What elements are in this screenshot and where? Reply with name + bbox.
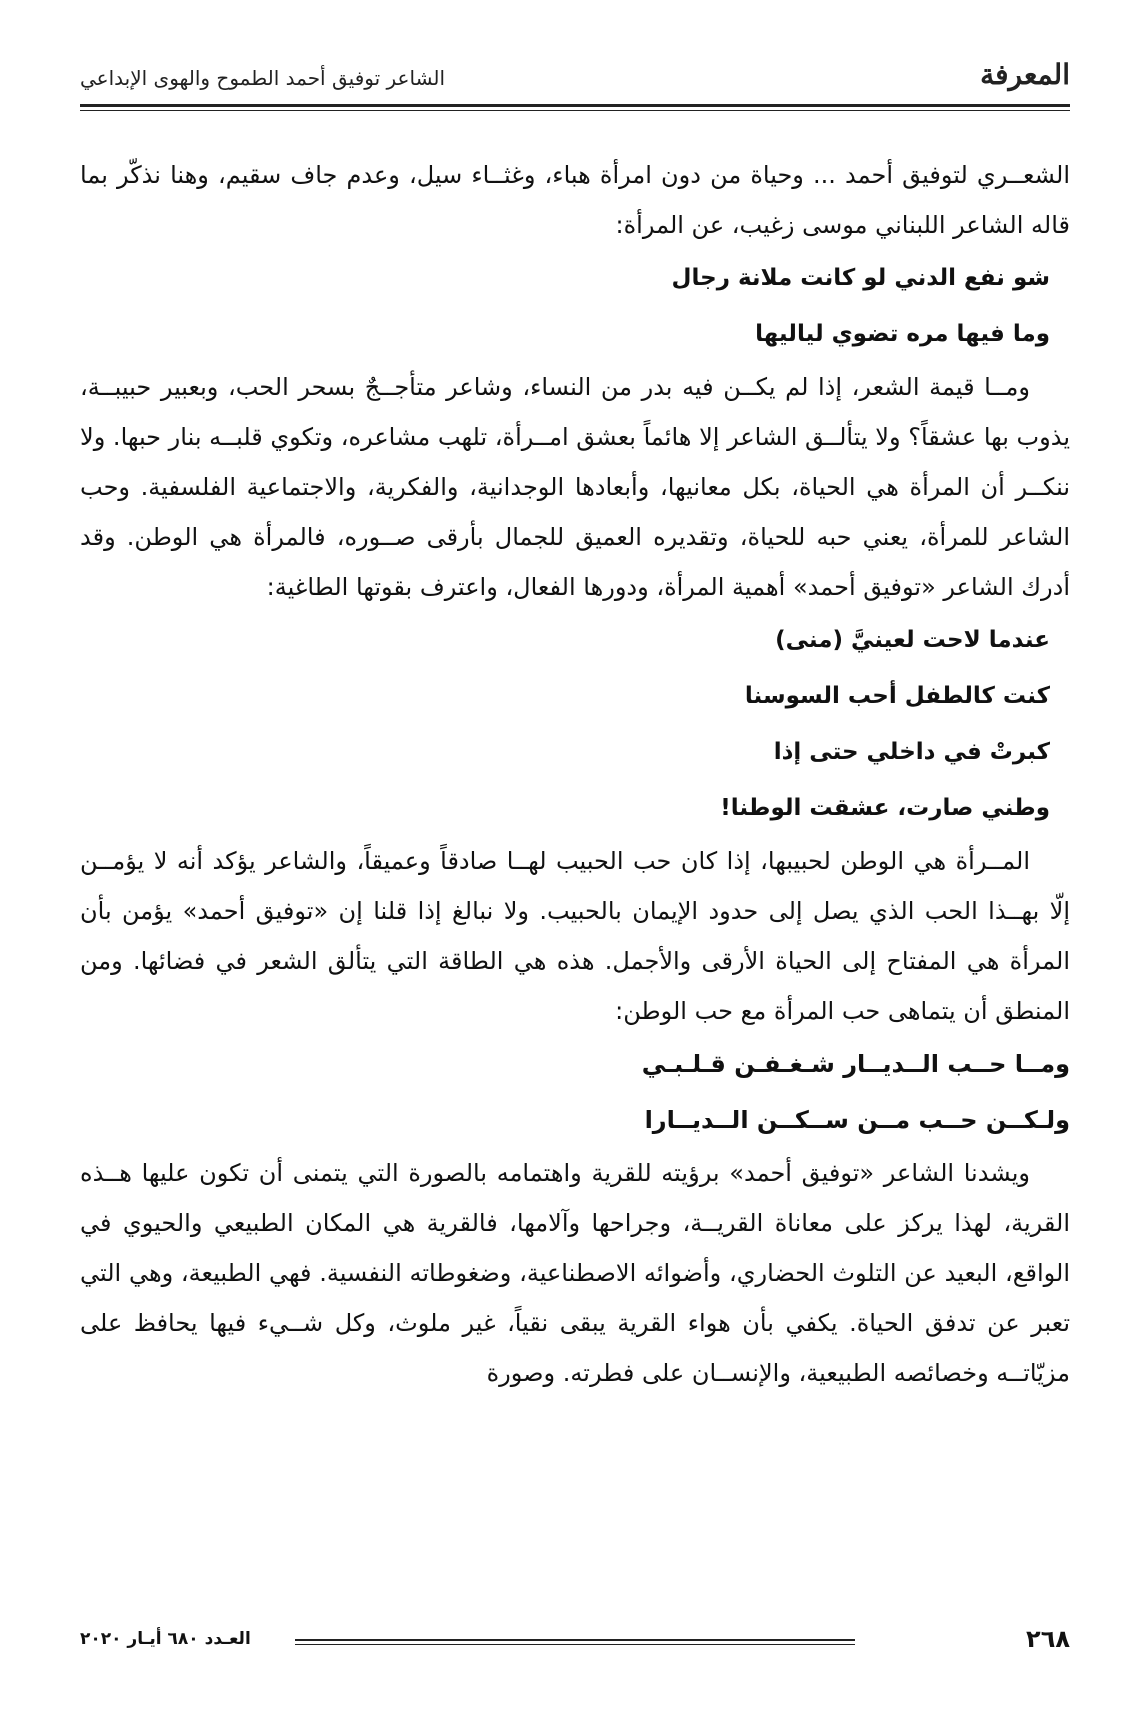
couplet-line-1: ومــا حــب الــديــار شـغـفـن قـلـبـي bbox=[641, 1050, 1070, 1078]
paragraph-2: ومــا قيمة الشعر، إذا لم يكــن فيه بدر من النساء، وشاعر متأجــجٌ بسحر الحب، وبعبير حبيبــة، يذوب بها عشقاً؟ ولا يتألــق الشاعر إلا هائماً بعشق امــرأة، تلهب مشاعره، وتكوي قلبــه بنار حبها. ولا ننكــر أن المرأة هي الحياة، بكل معانيها، وأبعادها الوجدانية، والفكرية، والاجتماعية الفلسفية. وحب الشاعر للمرأة، يعني حبه للحياة، وتقديره العميق للجمال بأرقى صــوره، فالمرأة هي الوطن. وقد أدرك الشاعر «توفيق أحمد» أهمية المرأة، ودورها الفعال، واعترف بقوتها الطاغية: bbox=[80, 373, 1070, 601]
page-footer bbox=[80, 1625, 1070, 1665]
header-rule-thick bbox=[80, 104, 1070, 107]
verse-line-1: شو نفع الدني لو كانت ملانة رجال bbox=[671, 265, 1050, 291]
verse-line-5: كبرتْ في داخلي حتى إذا bbox=[773, 739, 1050, 765]
header-rule-thin bbox=[80, 110, 1070, 111]
verse-line-2: وما فيها مره تضوي لياليها bbox=[755, 321, 1050, 347]
article-body bbox=[80, 150, 1070, 1398]
footer-rule bbox=[295, 1639, 855, 1645]
paragraph-1: الشعــري لتوفيق أحمد ... وحياة من دون امرأة هباء، وغثــاء سيل، وعدم جاف سقيم، وهنا نذكّر بما قاله الشاعر اللبناني موسى زغيب، عن المرأة: bbox=[80, 161, 1070, 239]
issue-info: العـدد ٦٨٠ أيـار ٢٠٢٠ bbox=[80, 1629, 251, 1649]
magazine-logo: المعرفة bbox=[980, 58, 1070, 91]
running-title: الشاعر توفيق أحمد الطموح والهوى الإبداعي bbox=[80, 66, 446, 90]
verse-line-4: كنت كالطفل أحب السوسنا bbox=[744, 683, 1050, 709]
couplet-line-2: ولـكــن حــب مــن ســكــن الــديــارا bbox=[644, 1106, 1070, 1134]
paragraph-4: ويشدنا الشاعر «توفيق أحمد» برؤيته للقرية واهتمامه بالصورة التي يتمنى أن تكون عليها هــذه القرية، لهذا يركز على معاناة القريــة، وجراحها وآلامها، فالقرية هي المكان الطبيعي والحيوي في الواقع، البعيد عن التلوث الحضاري، وأضوائه الاصطناعية، وضغوطاته النفسية. فهي الطبيعة، وهي التي تعبر عن تدفق الحياة. يكفي بأن هواء القرية يبقى نقياً، غير ملوث، وكل شــيء فيها يحافظ على مزيّاتــه وخصائصه الطبيعية، والإنســان على فطرته. وصورة bbox=[80, 1159, 1070, 1387]
page-number: ٢٦٨ bbox=[1026, 1625, 1070, 1653]
verse-line-3: عندما لاحت لعينيَّ (منى) bbox=[775, 627, 1050, 653]
paragraph-3: المــرأة هي الوطن لحبيبها، إذا كان حب الحبيب لهــا صادقاً وعميقاً، والشاعر يؤكد أنه لا يؤمــن إلّا بهــذا الحب الذي يصل إلى حدود الإيمان بالحبيب. ولا نبالغ إذا قلنا إن «توفيق أحمد» يؤمن بأن المرأة هي المفتاح إلى الحياة الأرقى والأجمل. هذه هي الطاقة التي يتألق الشعر في فضائها. ومن المنطق أن يتماهى حب المرأة مع حب الوطن: bbox=[80, 847, 1070, 1025]
page-header bbox=[80, 52, 1070, 102]
verse-line-6: وطني صارت، عشقت الوطنا! bbox=[720, 795, 1050, 821]
